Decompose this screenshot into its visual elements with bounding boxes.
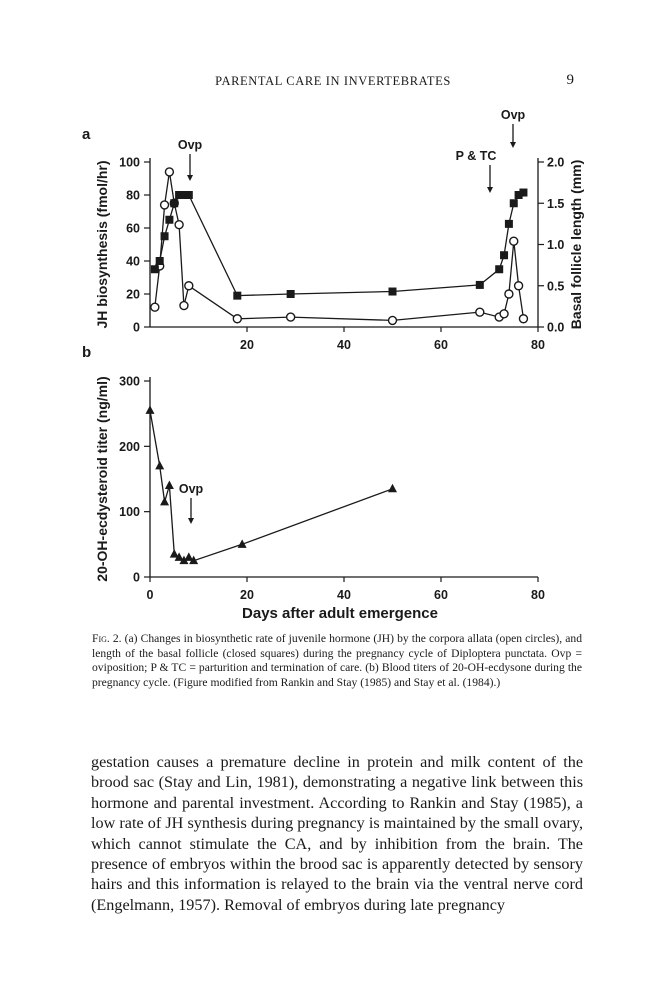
- panel-a-series-1-point: [500, 251, 508, 259]
- panel-b-y-tick-label: 100: [119, 505, 140, 520]
- figure-caption: [92, 632, 582, 690]
- panel-b-x-tick-label: 80: [531, 588, 545, 602]
- panel-a-y-tick-label: 40: [126, 254, 140, 269]
- panel-b-x-tick-label: 40: [337, 588, 351, 602]
- panel-a-series-1-point: [185, 191, 193, 199]
- panel-a-series-0-point: [233, 315, 241, 323]
- panel-b-series-0-point: [388, 484, 397, 493]
- panel-a-series-0-point: [287, 313, 295, 321]
- panel-a-series-1-point: [505, 220, 513, 228]
- panel-a-y-tick-label: 80: [126, 188, 140, 203]
- panel-a-series-1-point: [233, 292, 241, 300]
- body-paragraph: gestation causes a premature decline in protein and milk content of the brood sac (Stay and Lin, 1981), demonstrating a negative link between this hormone and parental investment. According to Rankin and Stay (1985), a low rate of JH synthesis during pregnancy is maintained by the small ovary, which cannot stimulate the CA, and by inhibition from the brain. The presence of embryos within the brood sac is apparently detected by sensory hairs and this information is relayed to the brain via the ventral nerve cord (Engelmann, 1957). Removal of embryos during late pregnancy: [91, 753, 583, 914]
- panel-a-x-tick-label: 20: [240, 338, 254, 352]
- panel-a-series-1-point: [519, 189, 527, 197]
- panel-a-y-axis-label: JH biosynthesis (fmol/hr): [94, 160, 110, 329]
- panel-a-series-0-point: [161, 201, 169, 209]
- panel-b-series-0-point: [160, 497, 169, 506]
- panel-a-y2-tick-label: 0.0: [547, 320, 565, 335]
- ovp-annotation-a-right: Ovp: [500, 108, 526, 122]
- panel-a-series-0-point: [476, 308, 484, 316]
- panel-a-series-0-point: [515, 282, 523, 290]
- panel-b-x-tick-label: 20: [240, 588, 254, 602]
- panel-a-series-1-line: [155, 193, 524, 296]
- panel-a-series-1-point: [510, 199, 518, 207]
- panel-b-y-tick-label: 200: [119, 439, 140, 454]
- panel-a-series-1-point: [287, 290, 295, 298]
- panel-b-y-axis-label: 20-OH-ecdysteroid titer (ng/ml): [94, 376, 110, 582]
- page-number: 9: [566, 72, 574, 88]
- panel-a-series-1-point: [495, 265, 503, 273]
- panel-a-chart: [82, 108, 584, 352]
- panel-a-series-0-point: [389, 316, 397, 324]
- panel-a-y2-tick-label: 0.5: [547, 279, 565, 294]
- panel-a-series-1-point: [476, 281, 484, 289]
- panel-b-x-tick-label: 0: [146, 588, 154, 602]
- panel-a-series-0-point: [180, 302, 188, 310]
- ovp-annotation-a-left: Ovp: [177, 138, 203, 152]
- panel-b-series-0-point: [155, 461, 164, 470]
- panel-b-label: b: [82, 344, 92, 361]
- caption-label: Fig. 2.: [92, 632, 122, 645]
- panel-a-series-1-point: [389, 288, 397, 296]
- panel-b-y-tick-label: 0: [133, 570, 140, 585]
- ovp-arrow-b-head: [188, 518, 194, 524]
- panel-a-y2-tick-label: 1.5: [547, 196, 565, 211]
- panel-a-series-1-point: [156, 257, 164, 265]
- panel-a-label: a: [82, 126, 91, 143]
- panel-a-series-1-point: [165, 216, 173, 224]
- panel-a-series-1-point: [161, 232, 169, 240]
- panel-a-x-tick-label: 60: [434, 338, 448, 352]
- ptc-arrow-head: [487, 187, 493, 193]
- panel-a-x-tick-label: 40: [337, 338, 351, 352]
- panel-a-y-tick-label: 20: [126, 287, 140, 302]
- ptc-annotation: P & TC: [455, 149, 497, 163]
- panel-a-x-tick-label: 80: [531, 338, 545, 352]
- ovp-annotation-b: Ovp: [178, 482, 204, 496]
- running-title: PARENTAL CARE IN INVERTEBRATES: [215, 74, 451, 88]
- panel-a-series-1-point: [151, 265, 159, 273]
- ovp-arrow-a-left-head: [187, 175, 193, 181]
- panel-b-series-0-point: [165, 481, 174, 490]
- panel-a-series-0-point: [505, 290, 513, 298]
- panel-b-series-0-point: [146, 405, 155, 414]
- panel-a-series-1-point: [170, 199, 178, 207]
- panel-a-y2-tick-label: 1.0: [547, 238, 565, 252]
- panel-a-y-tick-label: 100: [119, 155, 140, 170]
- panel-a-y-tick-label: 60: [126, 221, 140, 236]
- panel-b-x-axis-label: Days after adult emergence: [242, 605, 438, 622]
- panel-a-series-0-line: [155, 172, 524, 321]
- panel-b-chart: [82, 344, 545, 622]
- panel-a-series-0-point: [500, 310, 508, 318]
- panel-b-x-tick-label: 60: [434, 588, 448, 602]
- panel-a-series-0-point: [510, 237, 518, 245]
- panel-a-y-tick-label: 0: [133, 320, 140, 335]
- panel-a-series-0-point: [185, 282, 193, 290]
- panel-a-series-0-point: [151, 303, 159, 311]
- panel-b-y-tick-label: 300: [119, 374, 140, 389]
- ovp-arrow-a-right-head: [510, 142, 516, 148]
- caption-text: (a) Changes in biosynthetic rate of juvenile hormone (JH) by the corpora allata (open circles), and length of the basal follicle (closed squares) during the pregnancy cycle of Diploptera punctata. Ovp = oviposition; P & TC = parturition and termination of care. (b) Blood titers of 20-OH-ecdysone during the pregnancy cycle. (Figure modified from Rankin and Stay (1985) and Stay et al. (1984).): [92, 632, 582, 689]
- panel-a-series-0-point: [175, 221, 183, 229]
- panel-a-series-0-point: [519, 315, 527, 323]
- panel-a-y2-axis-label: Basal follicle length (mm): [568, 159, 584, 330]
- panel-a-series-0-point: [165, 168, 173, 176]
- panel-a-y2-tick-label: 2.0: [547, 155, 565, 170]
